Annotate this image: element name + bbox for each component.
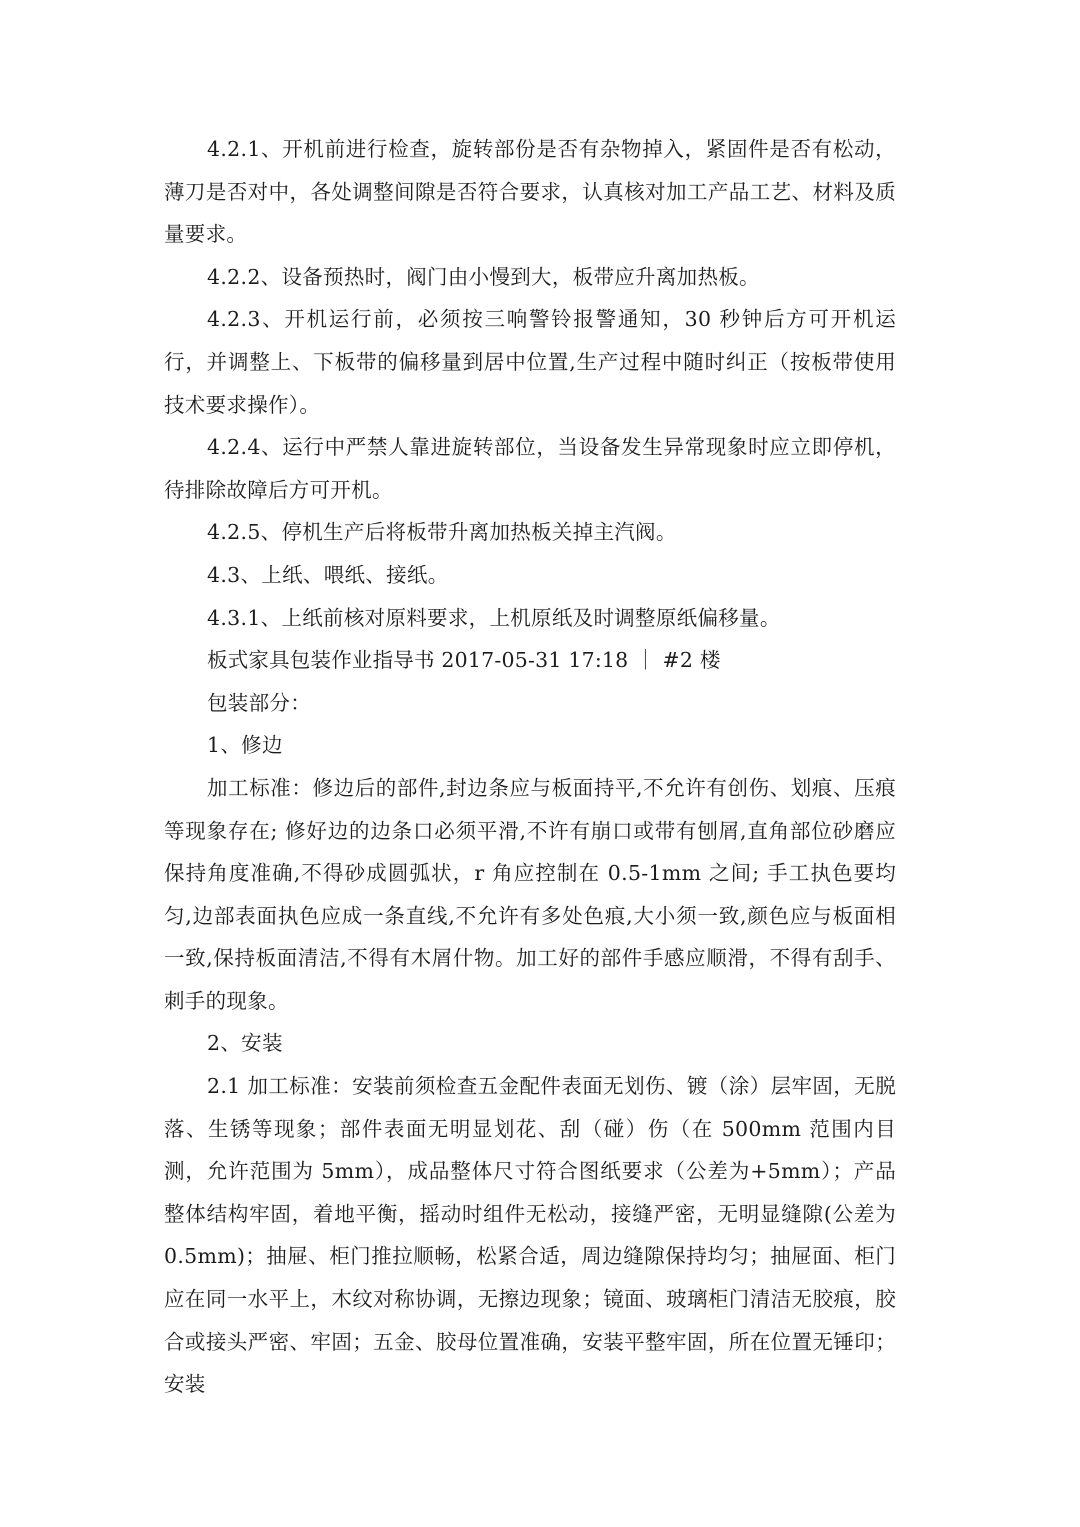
- paragraph-4-2-1: 4.2.1、开机前进行检查，旋转部份是否有杂物掉入，紧固件是否有松动，薄刀是否对中，各处调整间隙是否符合要求，认真核对加工产品工艺、材料及质量要求。: [164, 137, 896, 247]
- paragraph-4-2-4: 4.2.4、运行中严禁人靠进旋转部位，当设备发生异常现象时应立即停机，待排除故障后方可开机。: [164, 435, 896, 502]
- paragraph-4-2-5: 4.2.5、停机生产后将板带升离加热板关掉主汽阀。: [207, 520, 677, 545]
- section-title-packaging: 包装部分：: [207, 690, 311, 715]
- paragraph-4-2-3: 4.2.3、开机运行前，必须按三响警铃报警通知，30 秒钟后方可开机运行，并调整上、下板带的偏移量到居中位置,生产过程中随时纠正（按板带使用技术要求操作）。: [164, 307, 896, 417]
- paragraph-installation-standard: 2.1 加工标准：安装前须检查五金配件表面无划伤、镀（涂）层牢固，无脱落、生锈等现象；部件表面无明显划花、刮（碰）伤（在 500mm 范围内目测，允许范围为 5mm），成品整体尺寸符合图纸要求（公差为+5mm）；产品整体结构牢固，着地平衡，摇动时组件无松动，接缝严密，无明显缝隙(公差为 0.5mm)；抽屉、柜门推拉顺畅，松紧合适，周边缝隙保持均匀；抽屉面、柜门应在同一水平上，木纹对称协调，无擦边现象；镜面、玻璃柜门清洁无胶痕，胶合或接头严密、牢固；五金、胶母位置准确，安装平整牢固，所在位置无锤印；安装: [164, 1074, 896, 1397]
- section-title-trimming: 1、修边: [207, 733, 283, 758]
- section-title-installation: 2、安装: [207, 1031, 283, 1056]
- document-body: [164, 128, 896, 1406]
- paragraph-trimming-standard: 加工标准：修边后的部件,封边条应与板面持平,不允许有创伤、划痕、压痕等现象存在; 修好边的边条口必须平滑,不许有崩口或带有刨屑,直角部位砂磨应保持角度准确,不得砂成圆弧状，r 角应控制在 0.5-1mm 之间; 手工执色要均匀,边部表面执色应成一条直线,不允许有多处色痕,大小须一致,颜色应与板面相一致,保持板面清洁,不得有木屑什物。加工好的部件手感应顺滑，不得有刮手、刺手的现象。: [164, 775, 896, 1013]
- post-header: 板式家具包装作业指导书 2017-05-31 17:18 ｜ #2 楼: [207, 648, 721, 673]
- paragraph-4-2-2: 4.2.2、设备预热时，阀门由小慢到大，板带应升离加热板。: [207, 264, 760, 289]
- paragraph-4-3: 4.3、上纸、喂纸、接纸。: [207, 562, 449, 587]
- paragraph-4-3-1: 4.3.1、上纸前核对原料要求，上机原纸及时调整原纸偏移量。: [207, 605, 781, 630]
